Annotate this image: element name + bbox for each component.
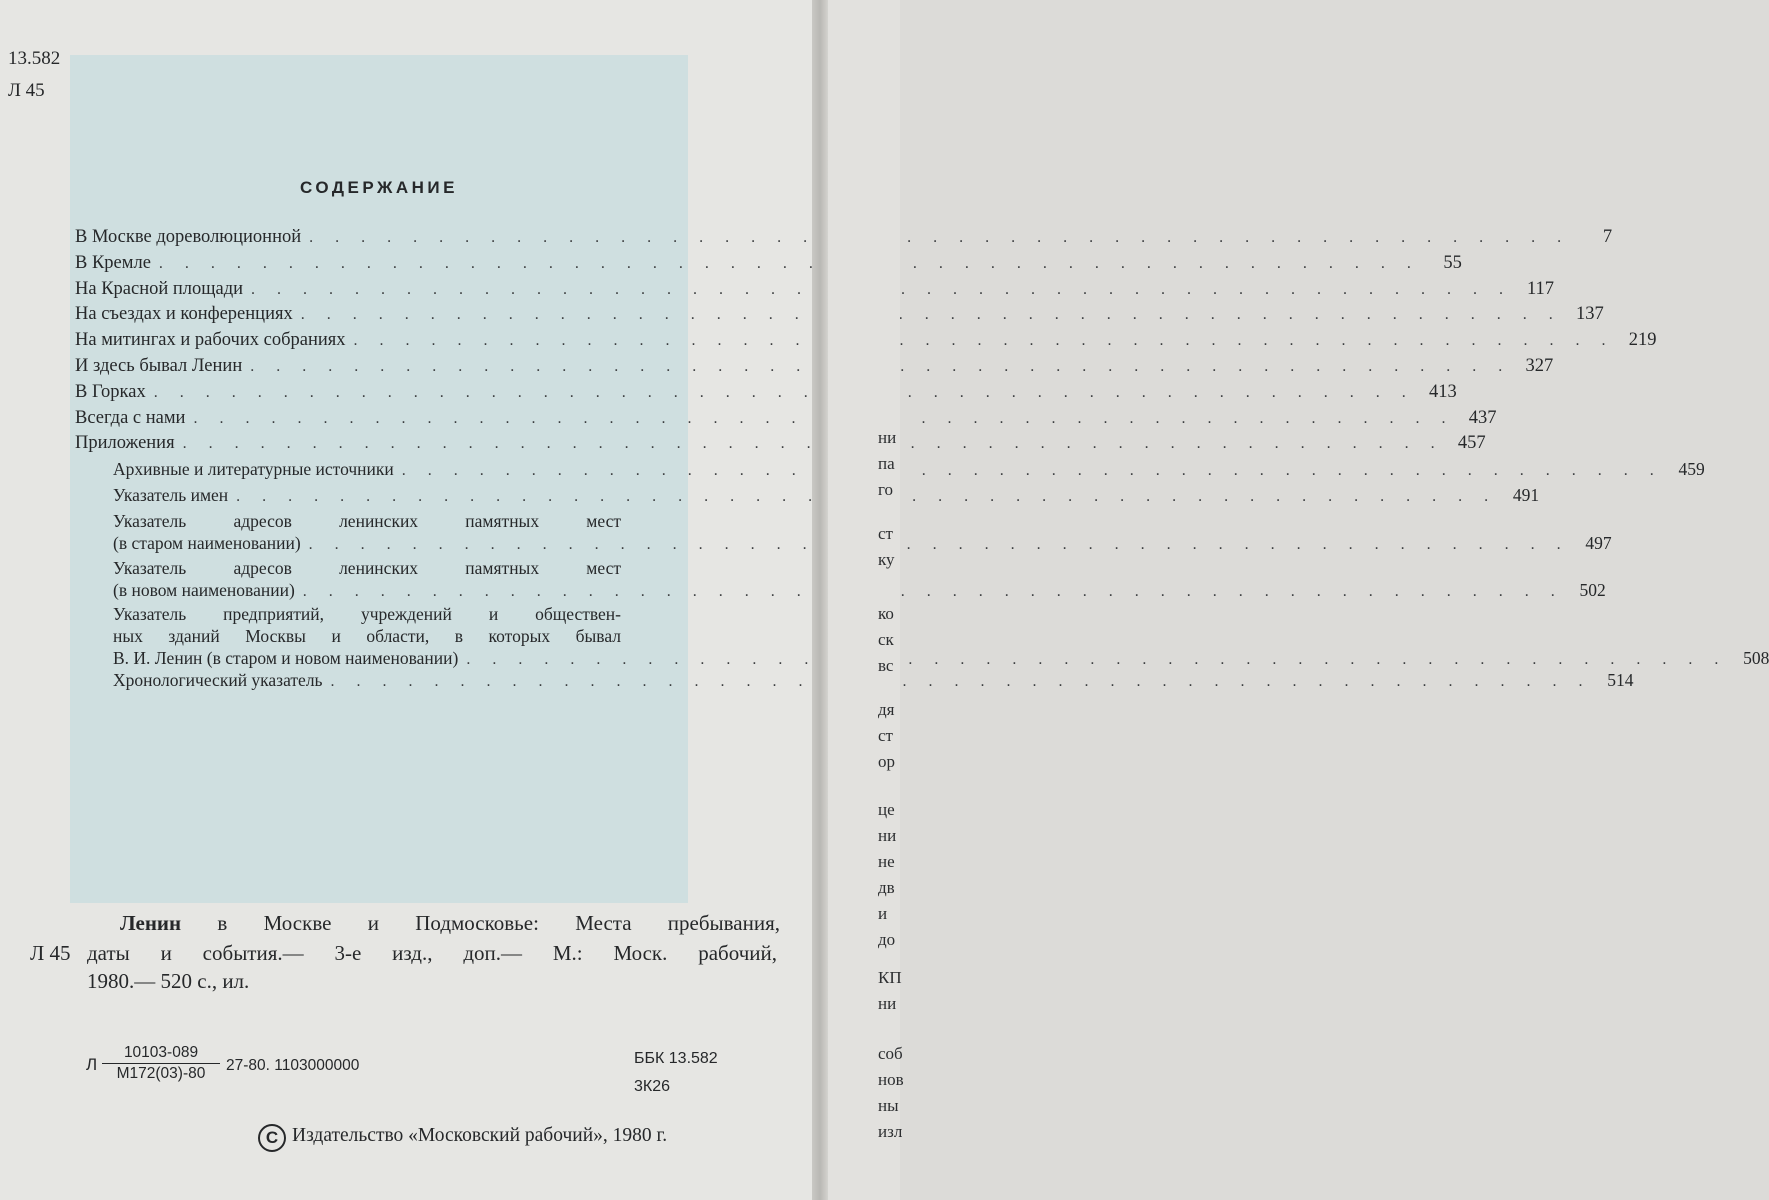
toc-appendix-title: (в новом наименовании) <box>113 580 295 600</box>
toc-entry-page: 327 <box>1525 356 1554 376</box>
toc-leader-dots <box>331 671 1592 693</box>
bbk-code: ББК 13.582 <box>634 1050 718 1067</box>
toc-appendix-title: Архивные и литературные источники <box>113 459 394 479</box>
toc-appendix-entry <box>113 669 1634 693</box>
facing-page-text-fragment: до <box>878 930 896 949</box>
toc-leader-dots <box>301 303 1562 327</box>
facing-page-text-fragment: дв <box>878 878 895 897</box>
biblio-author: Ленин <box>120 911 182 935</box>
toc-appendix-page: 491 <box>1512 485 1540 505</box>
facing-page-text-fragment: изл <box>878 1122 903 1141</box>
toc-appendix-page: 514 <box>1607 670 1634 690</box>
toc-appendix-title: (в старом наименовании) <box>113 533 301 553</box>
toc-appendix-title: Хронологический указатель <box>113 670 323 690</box>
shelf-mark-author: Л 45 <box>8 80 45 101</box>
facing-page-text-fragment: ни <box>878 826 897 845</box>
biblio-author-mark: Л 45 <box>30 941 71 965</box>
facing-page-text-fragment: вс <box>878 656 894 675</box>
toc-leader-dots <box>402 460 1663 482</box>
facing-page-text-fragment: ны <box>878 1096 899 1115</box>
shelf-mark-class: 13.582 <box>8 48 61 69</box>
facing-page-text-fragment: и <box>878 904 888 923</box>
code-letter: Л <box>86 1055 98 1074</box>
toc-entry <box>75 277 1555 302</box>
toc-appendix-line: Указатель предприятий, учреждений и обществен- <box>113 604 621 624</box>
toc-entry-title: На митингах и рабочих собраниях <box>75 330 346 351</box>
toc-entry-page: 413 <box>1428 381 1457 402</box>
bbk-code-2: 3К26 <box>634 1078 671 1095</box>
biblio-title: в Москве и Подмосковье: Места пребывания, <box>217 911 781 935</box>
toc-entry-title: В Кремле <box>75 252 151 273</box>
facing-page-text-fragment: це <box>878 800 895 819</box>
toc-appendix-line: ных зданий Москвы и области, в которых бывал <box>113 626 621 646</box>
facing-page-text-fragment: нов <box>878 1070 904 1089</box>
toc-entry <box>75 406 1497 431</box>
toc-entry-page: 437 <box>1468 407 1497 428</box>
facing-page-text-fragment: соб <box>878 1044 903 1063</box>
toc-appendix-page: 502 <box>1579 580 1606 600</box>
toc-appendix-title: В. И. Ленин (в старом и новом наименовании) <box>113 648 459 668</box>
toc-entry <box>75 225 1613 250</box>
toc-entry <box>75 328 1657 353</box>
toc-title: СОДЕРЖАНИЕ <box>300 178 458 197</box>
toc-appendix-page: 459 <box>1678 459 1705 479</box>
facing-page-text-fragment: КП <box>878 968 902 987</box>
toc-entry-page: 117 <box>1526 278 1555 299</box>
toc-leader-dots <box>309 226 1570 250</box>
book-gutter <box>812 0 828 1200</box>
toc-entry-title: В Горках <box>75 381 146 402</box>
toc-entry-page: 219 <box>1628 330 1657 351</box>
facing-page-text-fragment: ни <box>878 994 897 1013</box>
facing-page-text-fragment: ор <box>878 752 895 771</box>
code-suffix: 27-80. 1103000000 <box>226 1057 360 1074</box>
toc-entry-title: Приложения <box>75 433 175 454</box>
toc-leader-dots <box>159 252 1420 276</box>
toc-leader-dots <box>303 581 1564 603</box>
toc-appendix-title: Указатель имен <box>113 485 229 505</box>
toc-entry <box>75 431 1486 456</box>
facing-page-text-fragment: ку <box>878 550 895 569</box>
toc-appendix-page: 508 <box>1743 648 1769 668</box>
facing-page-text-fragment: ст <box>878 726 893 745</box>
toc-leader-dots <box>354 329 1615 353</box>
toc-appendix-entry <box>113 603 1769 671</box>
facing-page-text-fragment: па <box>878 454 895 473</box>
facing-page <box>828 0 903 1200</box>
toc-leader-dots <box>466 649 1727 671</box>
toc-appendix-line: Указатель адресов ленинских памятных мест <box>113 511 621 531</box>
toc-leader-dots <box>309 534 1570 556</box>
toc-appendix-page: 497 <box>1585 533 1612 553</box>
facing-page-text-fragment: ст <box>878 524 893 543</box>
toc-entry-title: В Москве дореволюционной <box>75 227 302 247</box>
facing-page-text-fragment: дя <box>878 700 895 719</box>
toc-entry <box>75 380 1457 405</box>
code-denominator: М172(03)-80 <box>116 1065 206 1082</box>
toc-entry-page: 137 <box>1575 304 1604 325</box>
toc-entry-page: 457 <box>1457 433 1486 454</box>
code-numerator: 10103-089 <box>102 1044 220 1064</box>
toc-leader-dots <box>154 381 1415 405</box>
biblio-line-1 <box>120 910 780 936</box>
toc-entry-title: Всегда с нами <box>75 407 186 428</box>
copyright-text: Издательство «Московский рабочий», 1980 г. <box>292 1125 668 1146</box>
facing-page-text-fragment: не <box>878 852 895 871</box>
toc-entry <box>75 302 1604 327</box>
toc-entry-title: И здесь бывал Ленин <box>75 356 243 376</box>
toc-entry-title: На съездах и конференциях <box>75 304 293 325</box>
copyright-icon: C <box>258 1124 286 1152</box>
toc-appendix-entry <box>113 510 1612 556</box>
toc-entry <box>75 354 1554 379</box>
toc-entry-page: 55 <box>1443 252 1462 273</box>
facing-page-text-fragment: ни <box>878 428 897 447</box>
toc-entry-page: 7 <box>1602 227 1613 247</box>
facing-page-text-fragment: ск <box>878 630 894 649</box>
toc-entry-title: На Красной площади <box>75 278 244 299</box>
biblio-line-2: даты и события.— 3-е изд., доп.— М.: Моск. рабочий, <box>87 941 777 965</box>
toc-appendix-line: Указатель адресов ленинских памятных мест <box>113 558 621 578</box>
facing-page-text-fragment: го <box>878 480 894 499</box>
biblio-line-3: 1980.— 520 с., ил. <box>87 969 250 993</box>
code-fraction <box>102 1044 220 1083</box>
copyright-line <box>258 1124 667 1152</box>
toc-entry <box>75 251 1462 276</box>
facing-page-text-fragment: ко <box>878 604 894 623</box>
